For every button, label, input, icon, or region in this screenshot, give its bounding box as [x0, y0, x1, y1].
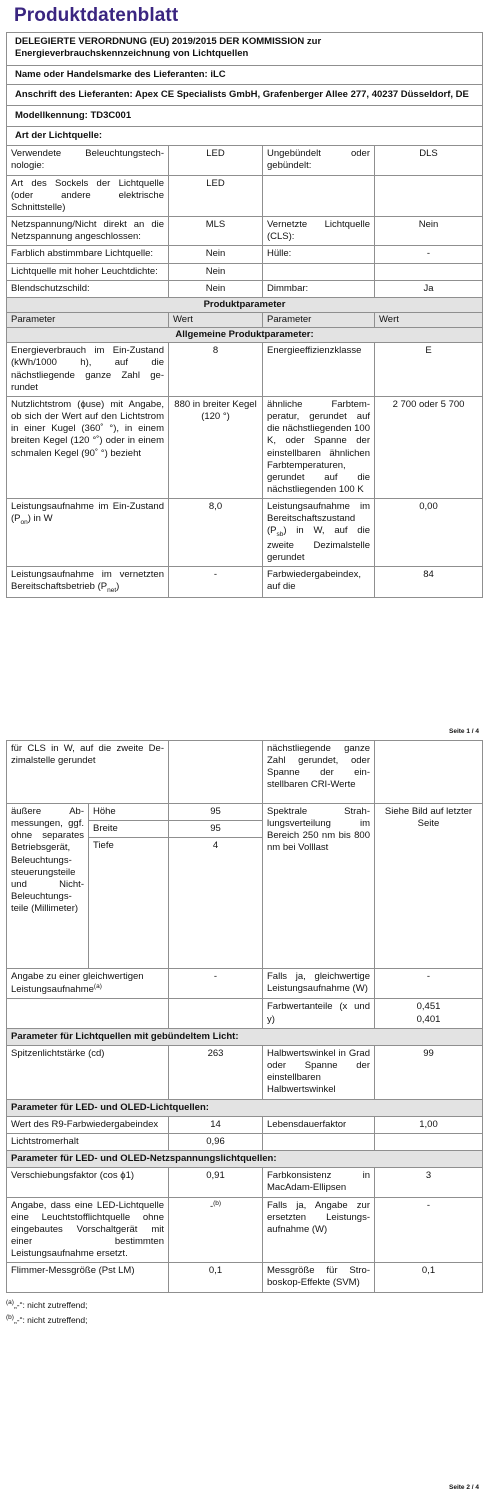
led-row: Wert des R9-Farbwiedergabeindex 14 Lebensdauerfaktor 1,00 [7, 1116, 483, 1133]
footnote-a: $^{(a)}$„-“: nicht zutreffend; [6, 1298, 88, 1310]
page-number-2: Seite 2 / 4 [449, 1484, 479, 1491]
datasheet-table-page1 [6, 32, 483, 598]
led-row: Lichtstromerhalt 0,96 [7, 1133, 483, 1150]
dimensions-row: äußere Abmessungen, ggf. ohne separates Betriebsgerät, Beleuchtungssteuerungsteile und Nicht-Beleuchtungsteile (Millimeter) Höhe 95 Spektrale Strahlungsverteilung im Bereich 250 nm bis 800 nm bei Volllast Siehe Bild auf letzter Seite [7, 804, 483, 821]
type-row: Lichtquelle mit hoher Leuchtdichte: Nein [7, 263, 483, 280]
model-id: Modellkennung: TD3C001 [7, 105, 483, 126]
directional-header: Parameter für Lichtquellen mit gebündeltem Licht: [7, 1028, 483, 1045]
supplier-name: Name oder Handelsmarke des Lieferanten: iLC [7, 65, 483, 84]
chromaticity-row: Farbwertanteile (x und y) 0,451 0,401 [7, 999, 483, 1028]
type-row: Verwendete Beleuchtungstechnologie: LED Ungebündelt oder gebündelt: DLS [7, 146, 483, 175]
light-source-type-header: Art der Lichtquelle: [7, 127, 483, 146]
page-1 [6, 4, 482, 598]
led-header: Parameter für LED- und OLED-Lichtquellen: [7, 1099, 483, 1116]
directional-row: Spitzenlichtstärke (cd) 263 Halbwertswinkel in Grad oder Spanne der einstellbaren Halbwertswinkel 99 [7, 1045, 483, 1099]
page-title: Produktdatenblatt [14, 5, 179, 26]
dimensions-row: Breite 95 [7, 821, 483, 838]
type-row: Art des Sockels der Lichtquelle (oder andere elektrische Schnittstelle) LED [7, 175, 483, 216]
param-row-continued: für CLS in W, auf die zweite Dezimalstelle gerundet nächstliegende ganze Zahl gerundet, oder Spanne der einstellbaren CRI-Werte [7, 741, 483, 804]
column-header-row: Parameter Wert Parameter Wert [7, 312, 483, 327]
equiv-power-row: Angabe zu einer gleichwertigen Leistungsaufnahme$^{(a)}$ - Falls ja, gleichwertige Leistungsaufnahme (W) - [7, 969, 483, 999]
page-number-1: Seite 1 / 4 [449, 728, 479, 735]
datasheet-table-page2 [6, 740, 483, 1293]
mains-row: Flimmer-Messgröße (Pst LM) 0,1 Messgröße für Stroboskop-Effekte (SVM) 0,1 [7, 1263, 483, 1292]
param-row: Energieverbrauch im Ein-Zustand (kWh/1000 h), auf die nächstliegende ganze Zahl gerundet 8 Energieeffizienzklasse E [7, 343, 483, 397]
footnote-b: $^{(b)}$„-“: nicht zutreffend; [6, 1314, 88, 1326]
type-row: Blendschutzschild: Nein Dimmbar: Ja [7, 280, 483, 297]
mains-row: Angabe, dass eine LED-Lichtquelle eine Leuchtstofflichtquelle ohne eingebautes Vorschaltgerät mit einer bestimmten Leistungsaufnahme ersetzt. -$^{(b)}$ Falls ja, Angabe zur ersetzten Leistungsaufnahme (W) - [7, 1197, 483, 1263]
page-2 [6, 740, 482, 1326]
param-row: Leistungsaufnahme im Ein-Zustand $(P_{on})$ in W 8,0 Leistungsaufnahme im Bereitschaftszustand $(P_{sb})$ in W, auf die zweite Dezimalstelle gerundet 0,00 [7, 499, 483, 567]
regulation-text: DELEGIERTE VERORDNUNG (EU) 2019/2015 DER KOMMISSION zur Energieverbrauchskennzeichnung von Lichtquellen [7, 33, 483, 65]
mains-header: Parameter für LED- und OLED-Netzspannungslichtquellen: [7, 1151, 483, 1168]
type-row: Farblich abstimmbare Lichtquelle: Nein Hülle: - [7, 246, 483, 263]
mains-row: Verschiebungsfaktor (cos ϕ1) 0,91 Farbkonsistenz in MacAdam-Ellipsen 3 [7, 1168, 483, 1197]
dimensions-row: Tiefe 4 [7, 838, 483, 969]
product-params-header: Produktparameter [7, 297, 483, 312]
supplier-address: Anschrift des Lieferanten: Apex CE Specialists GmbH, Grafenberger Allee 277, 40237 Düsseldorf, DE [7, 84, 483, 105]
param-row: Leistungsaufnahme im vernetzten Bereitschaftsbetrieb $(P_{net})$ - Farbwiedergabeindex, auf die 84 [7, 566, 483, 597]
general-params-header: Allgemeine Produktparameter: [7, 328, 483, 343]
param-row: Nutzlichtstrom (ϕuse) mit Angabe, ob sich der Wert auf den Lichtstrom in einer Kugel (360˚ °), in einem breiten Kegel (120 °˚) oder in einem schmalen Kegel (90˚ °) bezieht 880 in breiter Kegel (120 °) ähnliche Farbtemperatur, gerundet auf die nächstliegenden 100 K, oder Spanne der einstellbaren ähnlichen Farbtemperaturen, gerundet auf die nächstliegenden 100 K 2 700 oder 5 700 [7, 396, 483, 498]
type-row: Netzspannung/Nicht direkt an die Netzspannung angeschlossen: MLS Vernetzte Lichtquelle (CLS): Nein [7, 217, 483, 246]
